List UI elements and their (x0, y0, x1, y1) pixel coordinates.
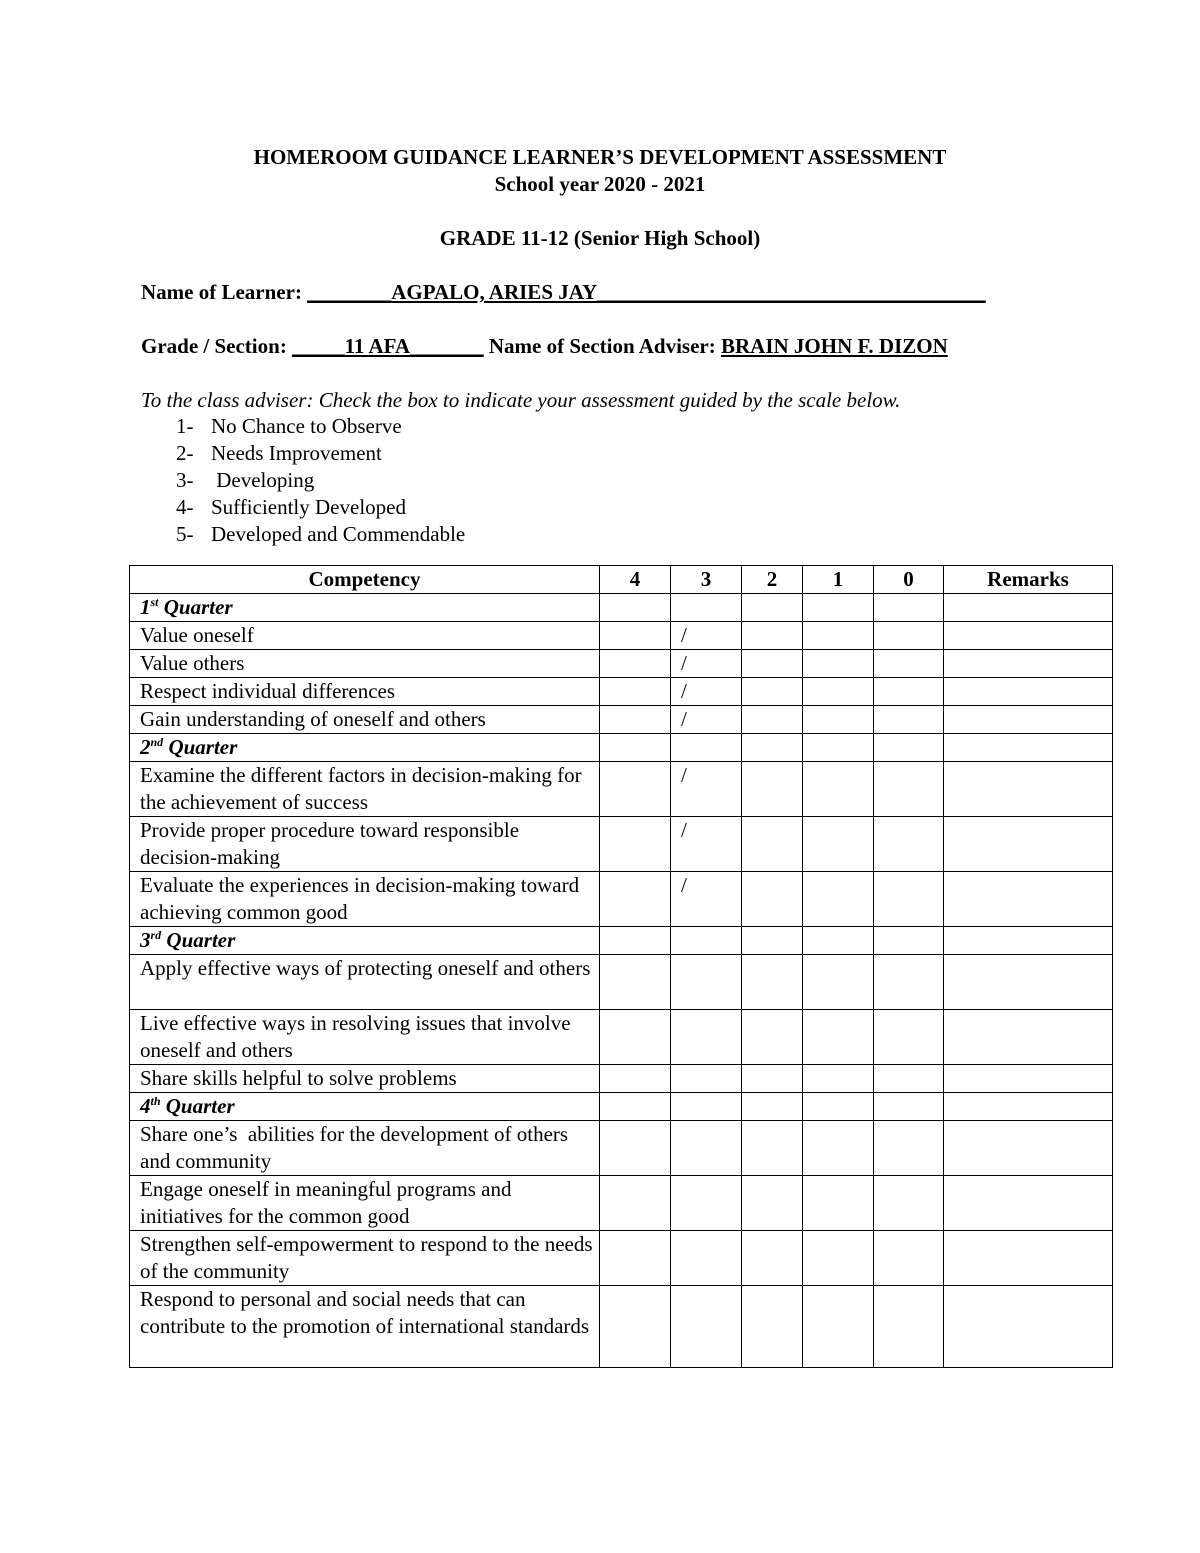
empty-cell (600, 927, 671, 955)
rating-cell-2[interactable] (742, 1286, 803, 1368)
header-2: 2 (742, 566, 803, 594)
competency-cell: Share one’s abilities for the development of others and community (130, 1121, 600, 1176)
competency-cell: Value oneself (130, 622, 600, 650)
table-row (130, 1176, 1113, 1231)
quarter-suffix: rd (150, 928, 162, 942)
quarter-label (130, 1093, 600, 1121)
rating-cell-2[interactable] (742, 1010, 803, 1065)
table-row (130, 678, 1113, 706)
rating-cell-3[interactable]: / (671, 650, 742, 678)
rating-cell-0[interactable] (874, 622, 944, 650)
competency-cell: Respond to personal and social needs that can contribute to the promotion of international standards (130, 1286, 600, 1368)
rating-cell-2[interactable] (742, 955, 803, 1010)
scale-num: 4- (176, 495, 194, 519)
rating-cell-3[interactable]: / (671, 872, 742, 927)
rating-cell-3[interactable] (671, 1231, 742, 1286)
learner-post-blank: _____________________________________ (597, 280, 986, 304)
quarter-label (130, 594, 600, 622)
remarks-cell[interactable] (944, 955, 1113, 1010)
rating-cell-4[interactable] (600, 622, 671, 650)
remarks-cell[interactable] (944, 1231, 1113, 1286)
empty-cell (742, 927, 803, 955)
rating-cell-2[interactable] (742, 650, 803, 678)
header-remarks: Remarks (944, 566, 1113, 594)
scale-num: 2- (176, 441, 194, 465)
rating-cell-0[interactable] (874, 650, 944, 678)
grade-level: GRADE 11-12 (Senior High School) (439, 226, 761, 250)
header-0: 0 (874, 566, 944, 594)
empty-cell (671, 927, 742, 955)
learner-name-field[interactable] (307, 280, 985, 304)
rating-cell-1[interactable] (803, 1176, 874, 1231)
scale-num: 1- (176, 414, 194, 438)
grade-section-label: Grade / Section: (141, 334, 287, 358)
empty-cell (600, 594, 671, 622)
empty-cell (803, 594, 874, 622)
competency-cell: Respect individual differences (130, 678, 600, 706)
competency-cell: Engage oneself in meaningful programs and initiatives for the common good (130, 1176, 600, 1231)
empty-cell (874, 1093, 944, 1121)
table-row (130, 955, 1113, 1010)
rating-cell-4[interactable] (600, 1065, 671, 1093)
instruction-text: To the class adviser: Check the box to indicate your assessment guided by the scale below. (141, 388, 901, 412)
rating-cell-1[interactable] (803, 622, 874, 650)
empty-cell (742, 594, 803, 622)
rating-cell-3[interactable]: / (671, 762, 742, 817)
rating-cell-4[interactable] (600, 1010, 671, 1065)
quarter-label (130, 734, 600, 762)
rating-cell-0[interactable] (874, 955, 944, 1010)
rating-cell-0[interactable] (874, 678, 944, 706)
table-row (130, 1121, 1113, 1176)
scale-label: Needs Improvement (211, 441, 382, 465)
table-header-row (130, 566, 1113, 594)
remarks-cell[interactable] (944, 1121, 1113, 1176)
rating-cell-3[interactable]: / (671, 622, 742, 650)
rating-cell-4[interactable] (600, 872, 671, 927)
rating-cell-4[interactable] (600, 762, 671, 817)
table-row (130, 1286, 1113, 1368)
remarks-cell[interactable] (944, 1286, 1113, 1368)
table-row (130, 650, 1113, 678)
rating-cell-0[interactable] (874, 1176, 944, 1231)
header-competency: Competency (130, 566, 600, 594)
rating-cell-3[interactable] (671, 955, 742, 1010)
remarks-cell[interactable] (944, 678, 1113, 706)
table-row (130, 706, 1113, 734)
section-post-blank: _______ (410, 334, 484, 358)
scale-item (176, 440, 465, 467)
school-year: School year 2020 - 2021 (494, 172, 706, 196)
rating-cell-1[interactable] (803, 1010, 874, 1065)
rating-cell-3[interactable]: / (671, 706, 742, 734)
header-1: 1 (803, 566, 874, 594)
learner-label: Name of Learner: (141, 280, 302, 304)
rating-cell-1[interactable] (803, 678, 874, 706)
empty-cell (944, 927, 1113, 955)
table-row (130, 762, 1113, 817)
scale-item (176, 413, 465, 440)
scale-item (176, 494, 465, 521)
rating-cell-1[interactable] (803, 817, 874, 872)
scale-label: Developing (211, 468, 315, 492)
rating-cell-2[interactable] (742, 1121, 803, 1176)
scale-item (176, 467, 465, 494)
remarks-cell[interactable] (944, 817, 1113, 872)
rating-cell-0[interactable] (874, 1121, 944, 1176)
rating-cell-3[interactable] (671, 1065, 742, 1093)
rating-cell-4[interactable] (600, 817, 671, 872)
rating-cell-1[interactable] (803, 955, 874, 1010)
quarter-row (130, 734, 1113, 762)
quarter-suffix: th (150, 1094, 161, 1108)
rating-cell-2[interactable] (742, 1231, 803, 1286)
section-pre-blank: _____ (292, 334, 345, 358)
rating-cell-2[interactable] (742, 817, 803, 872)
table-row (130, 817, 1113, 872)
empty-cell (874, 594, 944, 622)
empty-cell (671, 594, 742, 622)
table-row (130, 622, 1113, 650)
empty-cell (600, 1093, 671, 1121)
table-body (130, 594, 1113, 1368)
empty-cell (803, 927, 874, 955)
document-title: HOMEROOM GUIDANCE LEARNER’S DEVELOPMENT ASSESSMENT (253, 145, 947, 169)
remarks-cell[interactable] (944, 622, 1113, 650)
rating-cell-4[interactable] (600, 1121, 671, 1176)
rating-cell-1[interactable] (803, 1065, 874, 1093)
remarks-cell[interactable] (944, 1176, 1113, 1231)
rating-cell-3[interactable] (671, 1286, 742, 1368)
scale-num: 3- (176, 468, 194, 492)
rating-cell-4[interactable] (600, 1176, 671, 1231)
grade-section-value: 11 AFA (344, 334, 411, 358)
learner-pre-blank: ________ (307, 280, 392, 304)
empty-cell (874, 734, 944, 762)
learner-name: AGPALO, ARIES JAY (391, 280, 598, 304)
scale-label: Sufficiently Developed (211, 495, 406, 519)
table-row (130, 1010, 1113, 1065)
empty-cell (803, 1093, 874, 1121)
competency-cell: Examine the different factors in decision-making for the achievement of success (130, 762, 600, 817)
quarter-number: 3 (140, 928, 151, 952)
empty-cell (600, 734, 671, 762)
quarter-number: 1 (140, 595, 151, 619)
rating-cell-2[interactable] (742, 1065, 803, 1093)
rating-cell-1[interactable] (803, 706, 874, 734)
rating-cell-1[interactable] (803, 1286, 874, 1368)
learner-line (141, 280, 986, 305)
rating-cell-4[interactable] (600, 1286, 671, 1368)
rating-cell-1[interactable] (803, 762, 874, 817)
quarter-number: 2 (140, 735, 151, 759)
rating-cell-0[interactable] (874, 706, 944, 734)
rating-cell-2[interactable] (742, 706, 803, 734)
rating-cell-4[interactable] (600, 706, 671, 734)
remarks-cell[interactable] (944, 706, 1113, 734)
rating-cell-0[interactable] (874, 1065, 944, 1093)
quarter-label (130, 927, 600, 955)
rating-cell-3[interactable] (671, 1121, 742, 1176)
quarter-text: Quarter (161, 928, 236, 952)
rating-cell-0[interactable] (874, 817, 944, 872)
table-row (130, 1065, 1113, 1093)
empty-cell (671, 734, 742, 762)
quarter-text: Quarter (163, 735, 238, 759)
quarter-suffix: st (150, 595, 159, 609)
rating-cell-0[interactable] (874, 1286, 944, 1368)
rating-cell-1[interactable] (803, 1231, 874, 1286)
header-4: 4 (600, 566, 671, 594)
remarks-cell[interactable] (944, 1065, 1113, 1093)
quarter-text: Quarter (160, 1094, 235, 1118)
empty-cell (803, 734, 874, 762)
remarks-cell[interactable] (944, 1010, 1113, 1065)
adviser-label: Name of Section Adviser: (488, 334, 716, 358)
rating-cell-4[interactable] (600, 955, 671, 1010)
rating-cell-0[interactable] (874, 1231, 944, 1286)
remarks-cell[interactable] (944, 762, 1113, 817)
scale-item (176, 521, 465, 548)
empty-cell (742, 1093, 803, 1121)
quarter-row (130, 1093, 1113, 1121)
empty-cell (742, 734, 803, 762)
empty-cell (671, 1093, 742, 1121)
rating-cell-4[interactable] (600, 678, 671, 706)
competency-cell: Live effective ways in resolving issues that involve oneself and others (130, 1010, 600, 1065)
competency-cell: Strengthen self-empowerment to respond to the needs of the community (130, 1231, 600, 1286)
competency-cell: Apply effective ways of protecting oneself and others (130, 955, 600, 1010)
section-line (141, 334, 948, 359)
rating-cell-4[interactable] (600, 1231, 671, 1286)
rating-cell-2[interactable] (742, 678, 803, 706)
scale-label: No Chance to Observe (211, 414, 402, 438)
rating-cell-1[interactable] (803, 1121, 874, 1176)
competency-cell: Provide proper procedure toward responsible decision-making (130, 817, 600, 872)
rating-cell-2[interactable] (742, 872, 803, 927)
competency-cell: Share skills helpful to solve problems (130, 1065, 600, 1093)
quarter-text: Quarter (158, 595, 233, 619)
rating-cell-0[interactable] (874, 762, 944, 817)
empty-cell (874, 927, 944, 955)
rating-cell-2[interactable] (742, 762, 803, 817)
grade-section-field[interactable] (292, 334, 484, 358)
rating-cell-3[interactable] (671, 1176, 742, 1231)
header-3: 3 (671, 566, 742, 594)
remarks-cell[interactable] (944, 650, 1113, 678)
competency-cell: Value others (130, 650, 600, 678)
empty-cell (944, 594, 1113, 622)
rating-cell-2[interactable] (742, 1176, 803, 1231)
empty-cell (944, 1093, 1113, 1121)
rating-cell-2[interactable] (742, 622, 803, 650)
rating-cell-1[interactable] (803, 650, 874, 678)
empty-cell (944, 734, 1113, 762)
table-row (130, 1231, 1113, 1286)
quarter-row (130, 594, 1113, 622)
rating-cell-3[interactable]: / (671, 678, 742, 706)
rating-cell-3[interactable] (671, 1010, 742, 1065)
competency-cell: Evaluate the experiences in decision-making toward achieving common good (130, 872, 600, 927)
adviser-name[interactable]: BRAIN JOHN F. DIZON (721, 334, 948, 358)
table-row (130, 872, 1113, 927)
quarter-suffix: nd (150, 735, 164, 749)
competency-cell: Gain understanding of oneself and others (130, 706, 600, 734)
quarter-row (130, 927, 1113, 955)
rating-cell-1[interactable] (803, 872, 874, 927)
remarks-cell[interactable] (944, 872, 1113, 927)
scale-list (176, 413, 465, 548)
rating-cell-0[interactable] (874, 872, 944, 927)
scale-num: 5- (176, 522, 194, 546)
quarter-number: 4 (140, 1094, 151, 1118)
scale-label: Developed and Commendable (211, 522, 466, 546)
rating-cell-4[interactable] (600, 650, 671, 678)
assessment-table (129, 565, 1113, 1368)
rating-cell-0[interactable] (874, 1010, 944, 1065)
rating-cell-3[interactable]: / (671, 817, 742, 872)
